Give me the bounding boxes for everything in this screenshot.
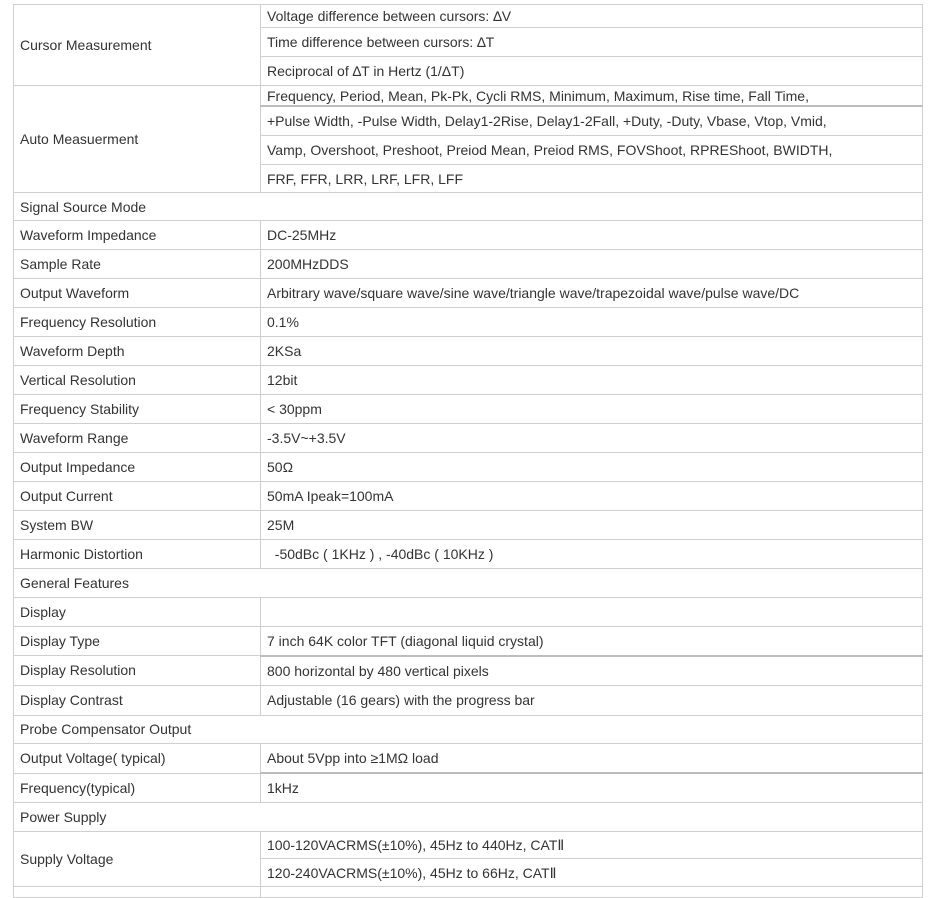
- spec-value: DC-25MHz: [261, 221, 923, 250]
- table-row: [14, 540, 923, 569]
- spec-label: Frequency Resolution: [14, 308, 261, 337]
- table-row: [14, 482, 923, 511]
- spec-label: Frequency(typical): [14, 773, 261, 803]
- section-row: [14, 569, 923, 598]
- table-row: [14, 511, 923, 540]
- section-row: [14, 193, 923, 221]
- table-row: [14, 453, 923, 482]
- spec-label: Output Waveform: [14, 279, 261, 308]
- table-row: [14, 366, 923, 395]
- table-row: [14, 279, 923, 308]
- spec-label: System BW: [14, 511, 261, 540]
- table-row: [14, 337, 923, 366]
- spec-value: 100-120VACRMS(±10%), 45Hz to 440Hz, CATⅡ: [261, 832, 923, 859]
- spec-label: Waveform Depth: [14, 337, 261, 366]
- spec-value: 50Ω: [261, 453, 923, 482]
- table-row: [14, 221, 923, 250]
- section-row: [14, 715, 923, 743]
- spec-label: Harmonic Distortion: [14, 540, 261, 569]
- spec-value: 12bit: [261, 366, 923, 395]
- auto-measurement-label: Auto Measuerment: [14, 86, 261, 193]
- spec-label: Display: [14, 598, 261, 627]
- cursor-measurement-label: Cursor Measurement: [14, 5, 261, 86]
- auto-measurement-value: Vamp, Overshoot, Preshoot, Preiod Mean, Preiod RMS, FOVShoot, RPREShoot, BWIDTH,: [261, 136, 923, 165]
- spec-label: Output Voltage( typical): [14, 743, 261, 773]
- section-title-power-supply: Power Supply: [14, 803, 923, 832]
- spec-value: 0.1%: [261, 308, 923, 337]
- spec-label: Frequency Stability: [14, 395, 261, 424]
- table-row: [14, 656, 923, 686]
- table-row: [14, 685, 923, 715]
- section-title-probe-compensator: Probe Compensator Output: [14, 715, 923, 743]
- cursor-value: Time difference between cursors: ∆T: [261, 28, 923, 57]
- spec-label: Display Contrast: [14, 685, 261, 715]
- table-row: [14, 773, 923, 803]
- section-row: [14, 803, 923, 832]
- spec-value: 2KSa: [261, 337, 923, 366]
- spec-value: 120-240VACRMS(±10%), 45Hz to 66Hz, CATⅡ: [261, 859, 923, 887]
- section-title-signal-source: Signal Source Mode: [14, 193, 923, 221]
- spec-value-empty: [261, 598, 923, 627]
- table-row: [14, 627, 923, 656]
- spec-value: Adjustable (16 gears) with the progress bar: [261, 685, 923, 715]
- spec-value: -50dBc ( 1KHz ) , -40dBc ( 10KHz ): [261, 540, 923, 569]
- cursor-value: Voltage difference between cursors: ∆V: [261, 5, 923, 28]
- table-row: [14, 598, 923, 627]
- section-title-general-features: General Features: [14, 569, 923, 598]
- spec-label: Output Current: [14, 482, 261, 511]
- spec-value: 200MHzDDS: [261, 250, 923, 279]
- spec-label: Waveform Impedance: [14, 221, 261, 250]
- spec-value: 800 horizontal by 480 vertical pixels: [261, 656, 923, 686]
- supply-voltage-label: Supply Voltage: [14, 832, 261, 887]
- spec-value: 50mA Ipeak=100mA: [261, 482, 923, 511]
- table-row: [14, 743, 923, 773]
- spec-label: Vertical Resolution: [14, 366, 261, 395]
- table-row: [14, 86, 923, 107]
- table-row: [14, 308, 923, 337]
- spec-value: About 5Vpp into ≥1MΩ load: [261, 743, 923, 773]
- spec-value: < 30ppm: [261, 395, 923, 424]
- auto-measurement-value: +Pulse Width, -Pulse Width, Delay1-2Rise, Delay1-2Fall, +Duty, -Duty, Vbase, Vtop, Vmid,: [261, 106, 923, 136]
- table-row: [14, 5, 923, 28]
- spec-value: -3.5V~+3.5V: [261, 424, 923, 453]
- auto-measurement-value: Frequency, Period, Mean, Pk-Pk, Cycli RMS, Minimum, Maximum, Rise time, Fall Time,: [261, 86, 923, 107]
- spec-value: 7 inch 64K color TFT (diagonal liquid crystal): [261, 627, 923, 656]
- table-row: [14, 832, 923, 859]
- table-row: [14, 250, 923, 279]
- spec-label: Waveform Range: [14, 424, 261, 453]
- table-row: [14, 424, 923, 453]
- cursor-value: Reciprocal of ∆T in Hertz (1/ΔT): [261, 57, 923, 86]
- spec-label: Sample Rate: [14, 250, 261, 279]
- spec-label: Output Impedance: [14, 453, 261, 482]
- auto-measurement-value: FRF, FFR, LRR, LRF, LFR, LFF: [261, 165, 923, 193]
- table-row: [14, 395, 923, 424]
- spec-value: 25M: [261, 511, 923, 540]
- table-row: [14, 887, 923, 898]
- spec-value: Arbitrary wave/square wave/sine wave/triangle wave/trapezoidal wave/pulse wave/DC: [261, 279, 923, 308]
- spec-value-empty: [261, 887, 923, 898]
- spec-label: Display Resolution: [14, 656, 261, 686]
- spec-label-empty: [14, 887, 261, 898]
- specification-table: [13, 4, 923, 898]
- spec-value: 1kHz: [261, 773, 923, 803]
- spec-label: Display Type: [14, 627, 261, 656]
